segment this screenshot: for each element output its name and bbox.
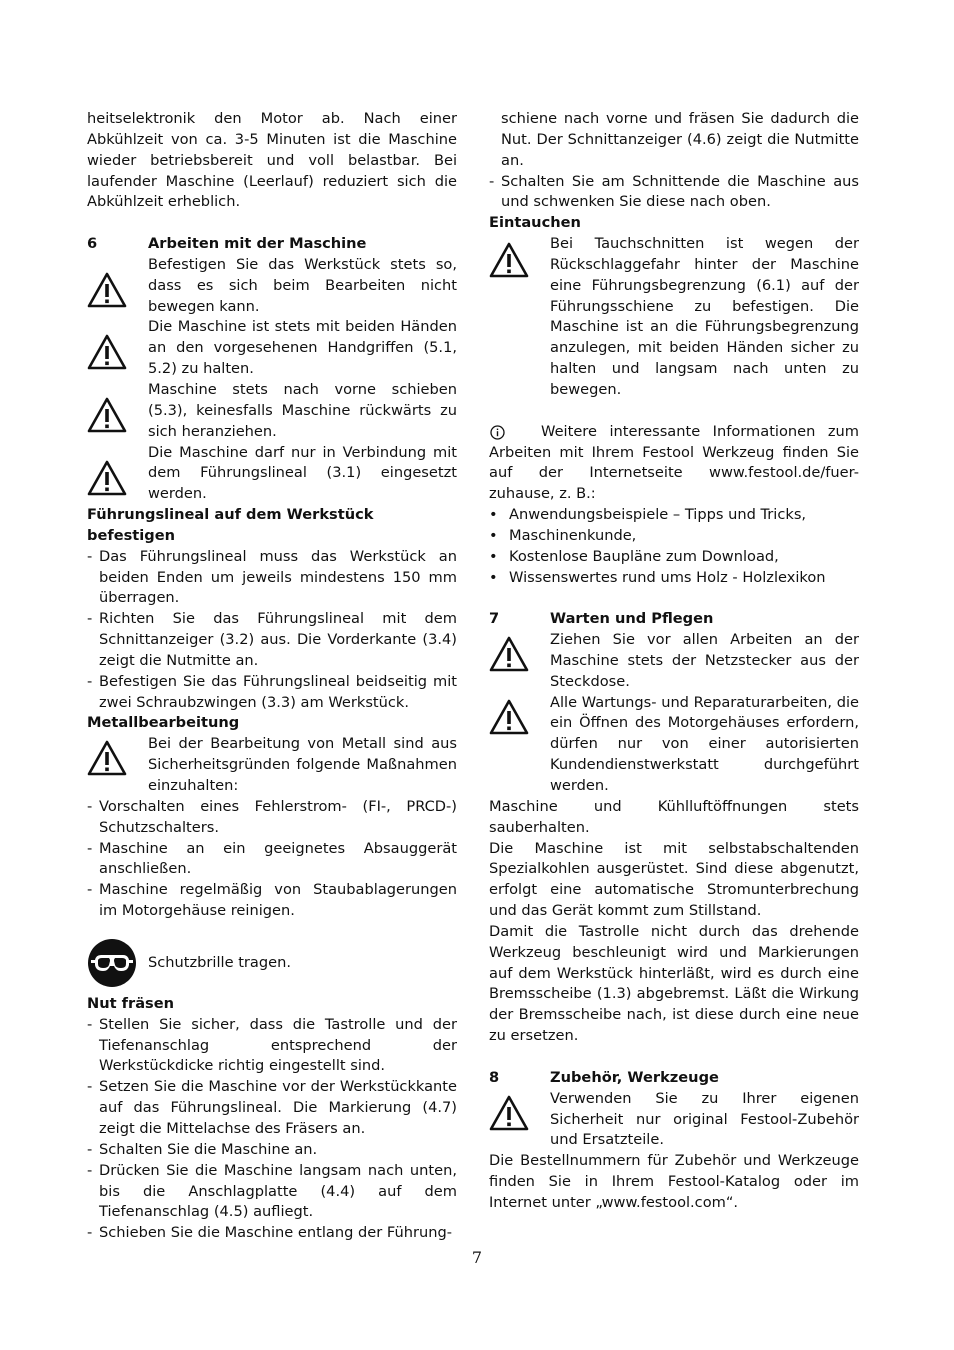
list-item: - Vorschalten eines Fehlerstrom- (FI-, PRCD-) Schutzschalters. xyxy=(87,797,457,839)
list-item: - Schalten Sie am Schnittende die Maschine aus und schwenken Sie diese nach oben. xyxy=(489,172,859,214)
info-text: Weitere interessante Informationen zum Arbeiten mit Ihrem Festool Werkzeug finden Sie auf der Internetseite www.festool.de/fuer-zuhause, z. B.: xyxy=(489,422,859,503)
left-column xyxy=(87,109,457,1244)
section-number: 6 xyxy=(87,235,98,253)
warning-text: Die Maschine darf nur in Verbindung mit dem Führungslineal (3.1) eingesetzt werden. xyxy=(148,443,457,503)
intro-paragraph: heitselektronik den Motor ab. Nach einer Abkühlzeit von ca. 3-5 Minuten ist die Maschine wieder betriebsbereit und voll belastbar. Bei laufender Maschine (Leerlauf) reduziert sich die Abkühlzeit erheblich. xyxy=(87,110,457,211)
paragraph: Damit die Tastrolle nicht durch das drehende Werkzeug beschleunigt wird und Markierungen auf dem Werkstück hinterläßt, wird es durch eine Bremsscheibe (1.3) abgebremst. Läßt die Wirkung der Bremsscheibe nach, ist diese durch eine neue zu ersetzen. xyxy=(489,922,859,1045)
page-number: 7 xyxy=(471,1248,483,1267)
list-item: - Befestigen Sie das Führungslineal beidseitig mit zwei Schraubzwingen (3.3) am Werkstück. xyxy=(87,672,457,714)
info-paragraph xyxy=(489,422,859,505)
safety-goggles-icon xyxy=(87,938,137,988)
warning-block xyxy=(87,255,457,318)
section-title: Arbeiten mit der Maschine xyxy=(148,235,367,253)
warning-text: Maschine stets nach vorne schieben (5.3), keinesfalls Maschine rückwärts zu sich heranziehen. xyxy=(148,380,457,440)
warning-block xyxy=(489,234,859,401)
warning-block xyxy=(489,693,859,797)
paragraph: Die Bestellnummern für Zubehör und Werkzeuge finden Sie in Ihrem Festool-Katalog oder im Internet unter „www.festool.com“. xyxy=(489,1152,859,1211)
warning-text: Bei der Bearbeitung von Metall sind aus Sicherheitsgründen folgende Maßnahmen einzuhalten: xyxy=(148,735,457,794)
warning-triangle-icon xyxy=(87,397,127,433)
list-item: - Schieben Sie die Maschine entlang der Führung- xyxy=(87,1223,457,1244)
section-title: Zubehör, Werkzeuge xyxy=(550,1068,719,1086)
bullet-item: • Anwendungsbeispiele – Tipps und Tricks, xyxy=(489,505,859,526)
subheading-metallbearbeitung: Metallbearbeitung xyxy=(87,714,240,732)
list-item: - Maschine regelmäßig von Staubablagerungen im Motorgehäuse reinigen. xyxy=(87,880,457,922)
list-item: - Setzen Sie die Maschine vor der Werkstückkante auf das Führungslineal. Die Markierung (4.7) zeigt die Mittelachse des Fräsers an. xyxy=(87,1077,457,1140)
warning-text: Die Maschine ist stets mit beiden Händen an den vorgesehenen Handgriffen (5.1, 5.2) zu halten. xyxy=(148,318,457,378)
warning-triangle-icon xyxy=(87,460,127,496)
list-item: - Das Führungslineal muss das Werkstück an beiden Enden um jeweils mindestens 150 mm überragen. xyxy=(87,547,457,610)
info-icon xyxy=(490,425,505,440)
list-item: - Drücken Sie die Maschine langsam nach unten, bis die Anschlagplatte (4.4) auf dem Tiefenanschlag (4.5) aufliegt. xyxy=(87,1161,457,1224)
warning-triangle-icon xyxy=(489,636,529,672)
list-item: - Richten Sie das Führungslineal mit dem Schnittanzeiger (3.2) aus. Die Vorderkante (3.4) zeigt die Nutmitte an. xyxy=(87,609,457,672)
warning-block xyxy=(489,1089,859,1152)
warning-text: Ziehen Sie vor allen Arbeiten an der Maschine stets der Netzstecker aus der Steckdose. xyxy=(550,631,859,690)
warning-text: Alle Wartungs- und Reparaturarbeiten, die ein Öffnen des Motorgehäuses erfordern, dürfen nur von einer autorisierten Kundendienstwerkstatt durchgeführt werden. xyxy=(550,693,859,794)
bullet-item: • Maschinenkunde, xyxy=(489,526,859,547)
warning-text: Verwenden Sie zu Ihrer eigenen Sicherheit nur original Festool-Zubehör und Ersatzteile. xyxy=(550,1089,859,1149)
warning-triangle-icon xyxy=(489,1095,529,1131)
section-number: 8 xyxy=(489,1068,500,1086)
warning-triangle-icon xyxy=(87,740,127,776)
bullet-item: • Wissenswertes rund ums Holz - Holzlexikon xyxy=(489,568,859,589)
warning-triangle-icon xyxy=(87,334,127,370)
warning-triangle-icon xyxy=(87,272,127,308)
goggles-notice xyxy=(87,938,457,988)
section-8-heading xyxy=(489,1068,859,1089)
continued-list-item: schiene nach vorne und fräsen Sie dadurch die Nut. Der Schnittanzeiger (4.6) zeigt die Nutmitte an. xyxy=(501,110,859,169)
right-column xyxy=(489,109,859,1214)
warning-block xyxy=(489,630,859,693)
warning-block xyxy=(87,380,457,443)
subheading-nut-fraesen: Nut fräsen xyxy=(87,994,175,1012)
paragraph: Maschine und Kühlluftöffnungen stets sauberhalten. xyxy=(489,797,859,836)
paragraph: Die Maschine ist mit selbstabschaltenden Spezialkohlen ausgerüstet. Sind diese abgenutzt, erfolgt eine automatische Stromunterbrechung und das Gerät kommt zum Stillstand. xyxy=(489,839,859,920)
subheading-fuehrungslineal: Führungslineal auf dem Werkstück befestigen xyxy=(87,506,374,544)
warning-text: Bei Tauchschnitten ist wegen der Rückschlaggefahr hinter der Maschine eine Führungsbegrenzung (6.1) auf der Führungsschiene zu befestigen. Die Maschine ist an die Führungsbegrenzung anzulegen, mit beiden Händen sicher zu halten und langsam nach unten zu bewegen. xyxy=(550,235,859,398)
warning-block xyxy=(87,317,457,380)
warning-triangle-icon xyxy=(489,242,529,278)
list-item: - Maschine an ein geeignetes Absauggerät anschließen. xyxy=(87,839,457,881)
goggles-text: Schutzbrille tragen. xyxy=(148,953,292,971)
subheading-eintauchen: Eintauchen xyxy=(489,214,581,232)
warning-block xyxy=(87,734,457,797)
warning-text: Befestigen Sie das Werkstück stets so, dass es sich beim Bearbeiten nicht bewegen kann. xyxy=(148,255,457,315)
bullet-item: • Kostenlose Baupläne zum Download, xyxy=(489,547,859,568)
list-item: - Stellen Sie sicher, dass die Tastrolle und der Tiefenanschlag entsprechend der Werkstückdicke richtig eingestellt sind. xyxy=(87,1015,457,1078)
warning-block xyxy=(87,443,457,506)
warning-triangle-icon xyxy=(489,699,529,735)
section-number: 7 xyxy=(489,610,500,628)
section-7-heading xyxy=(489,609,859,630)
section-6-heading xyxy=(87,234,457,255)
list-item: - Schalten Sie die Maschine an. xyxy=(87,1140,457,1161)
section-title: Warten und Pflegen xyxy=(550,610,714,628)
